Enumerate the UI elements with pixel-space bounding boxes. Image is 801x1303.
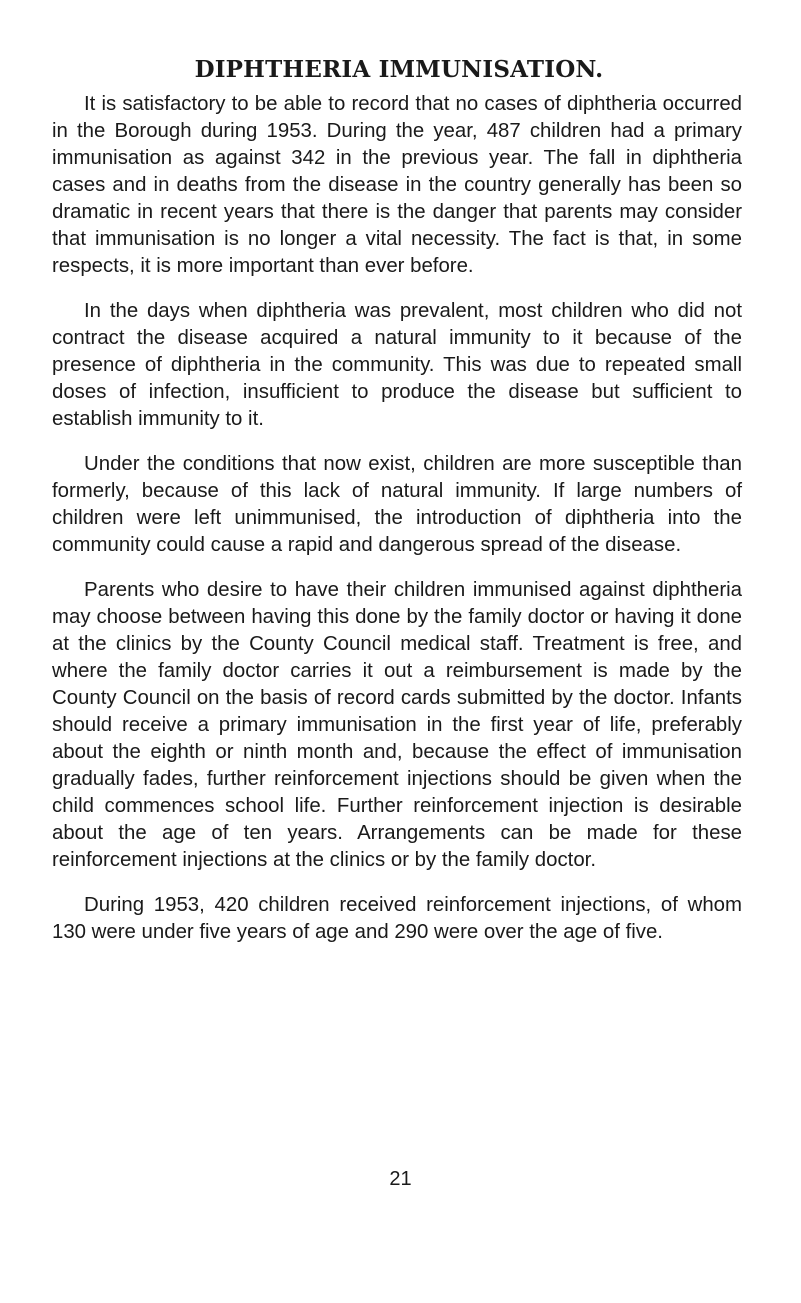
paragraph-2: In the days when diphtheria was prevalent, most children who did not contract the disease acquired a natural immunity to it because of the presence of diphtheria in the community. This was due to repeated small doses of infection, insufficient to produce the disease but sufficient to establish immunity to it. — [52, 300, 742, 430]
paragraph-1: It is satisfactory to be able to record that no cases of diphtheria occurred in the Borough during 1953. During the year, 487 children had a primary immunisation as against 342 in the previous year. The fall in diphtheria cases and in deaths from the disease in the country generally has been so dramatic in recent years that there is the danger that parents may consider that immunisation is no longer a vital necessity. The fact is that, in some respects, it is more important than ever before. — [52, 93, 742, 277]
page-heading: DIPHTHERIA IMMUNISATION. — [194, 56, 604, 83]
page-number: 21 — [389, 1168, 412, 1190]
document-page — [52, 56, 742, 964]
paragraph-5: During 1953, 420 children received reinforcement injections, of whom 130 were under five years of age and 290 were over the age of five. — [52, 894, 742, 943]
paragraph-3: Under the conditions that now exist, children are more susceptible than formerly, because of this lack of natural immunity. If large numbers of children were left unimmunised, the introduction of diphtheria into the community could cause a rapid and dangerous spread of the disease. — [52, 453, 742, 556]
paragraph-4: Parents who desire to have their children immunised against diphtheria may choose between having this done by the family doctor or having it done at the clinics by the County Council medical staff. Treatment is free, and where the family doctor carries it out a reimbursement is made by the County Council on the basis of record cards submitted by the doctor. Infants should receive a primary immunisation in the first year of life, preferably about the eighth or ninth month and, because the effect of immunisation gradually fades, further reinforcement injections should be given when the child commences school life. Further reinforcement injection is desirable about the age of ten years. Arrangements can be made for these reinforcement injections at the clinics or by the family doctor. — [52, 579, 742, 871]
